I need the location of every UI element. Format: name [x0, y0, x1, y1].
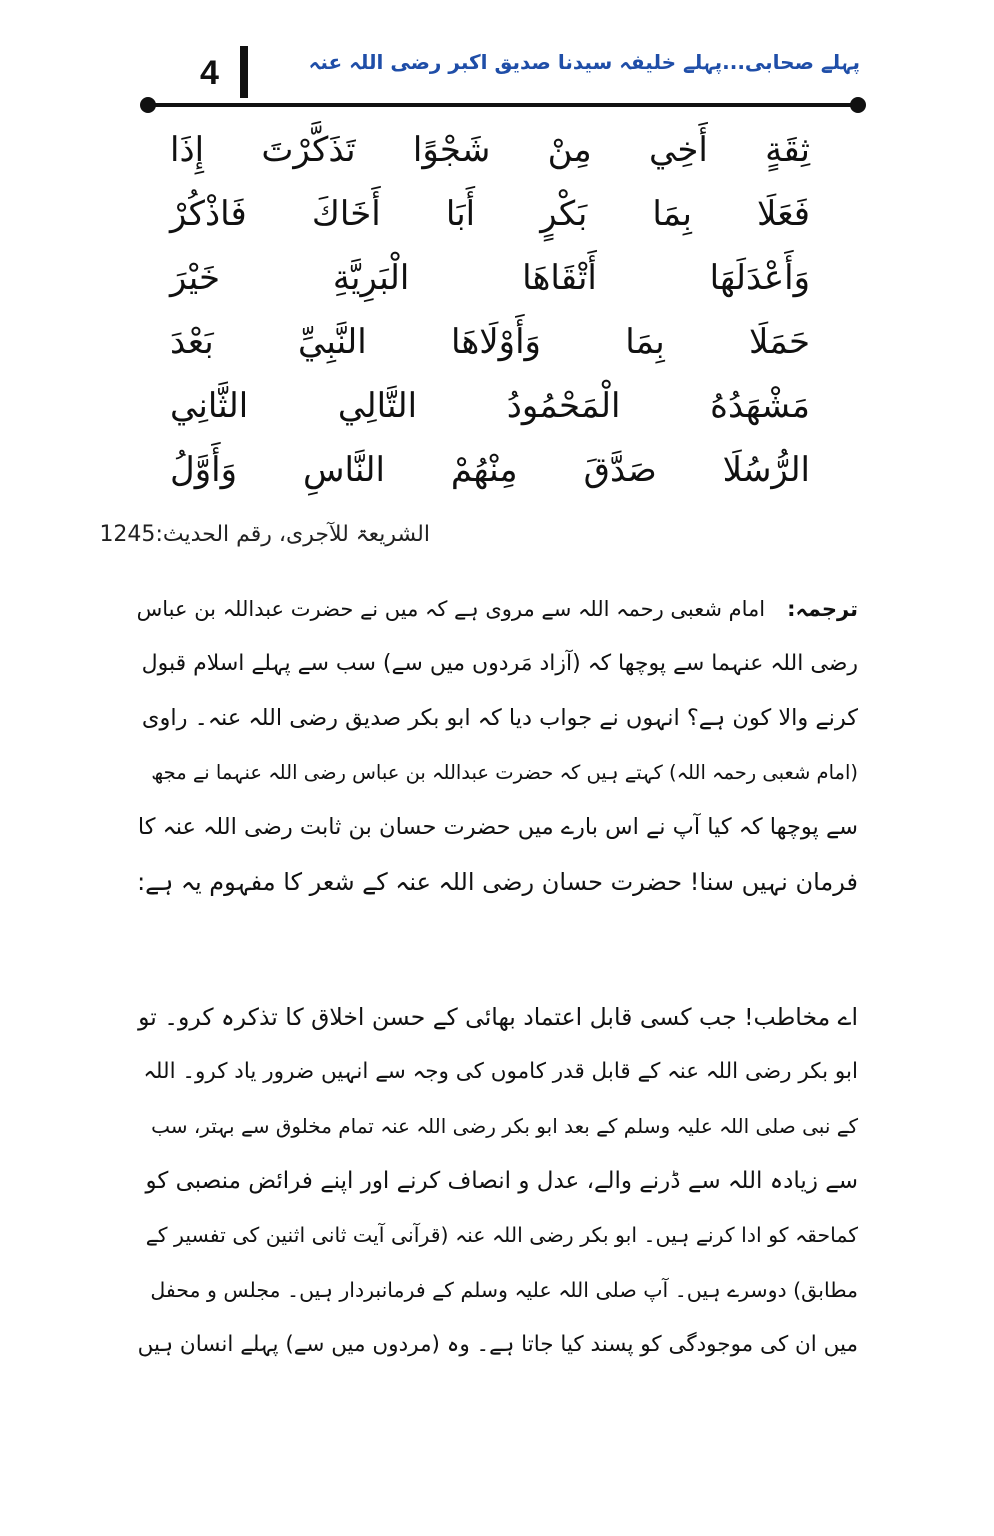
text-line [138, 582, 858, 637]
poem-word: وَأَوْلَاهَا [450, 322, 541, 362]
poem-word: وَأَعْدَلَهَا [709, 258, 810, 298]
text-line-content: ابو بکر رضی اللہ عنہ کے قابل قدر کاموں کی وجہ سے انہیں ضرور یاد کرو۔ اللہ [143, 1059, 858, 1085]
text-line-content: اے مخاطب! جب کسی قابل اعتماد بھائی کے حسن اخلاق کا تذکرہ کرو۔ تو [138, 1003, 858, 1032]
text-line [138, 1208, 858, 1263]
poem-word: بَكْرٍ [540, 194, 588, 234]
poem-word: النَّاسِ [302, 450, 385, 490]
text-line-content: سے پوچھا کہ کیا آپ نے اس بارے میں حضرت حسان بن ثابت رضی اللہ عنہ کا [137, 814, 858, 841]
running-title: پہلے صحابی...پہلے خلیفہ سیدنا صدیق اکبر رضی اللہ عنہ [308, 50, 860, 74]
poem-word: الرُّسُلَا [722, 450, 810, 490]
poem-word: حَمَلَا [749, 322, 810, 362]
text-line-content: فرمان نہیں سنا! حضرت حسان رضی اللہ عنہ کے شعر کا مفہوم یہ ہے: [137, 867, 858, 896]
text-line [138, 637, 858, 692]
poem-word: مِنْ [547, 130, 592, 170]
text-line-content: امام شعبی رحمہ اللہ سے مروی ہے کہ میں نے حضرت عبداللہ بن عباس [136, 597, 766, 622]
page-number-divider [240, 46, 248, 98]
hadith-reference: الشریعۃ للآجری، رقم الحدیث:1245 [99, 522, 430, 547]
text-line [138, 855, 858, 910]
poem-word: إِذَا [170, 130, 205, 170]
text-line [138, 1045, 858, 1100]
poem-line [170, 118, 810, 182]
poem-word: صَدَّقَ [583, 450, 657, 490]
poem-word: شَجْوًا [412, 130, 491, 170]
text-line-content: مطابق) دوسرے ہیں۔ آپ صلی اللہ علیہ وسلم کے فرمانبردار ہیں۔ مجلس و محفل [150, 1277, 858, 1302]
poem-meaning-paragraph [138, 990, 858, 1372]
poem-line [170, 182, 810, 246]
rule-end-dot-right [850, 97, 866, 113]
arabic-poem [170, 118, 810, 502]
poem-word: وَأَوَّلُ [170, 450, 238, 490]
text-line [138, 691, 858, 746]
translation-paragraph [138, 582, 858, 909]
text-line [138, 990, 858, 1045]
poem-word: خَيْرَ [170, 258, 221, 298]
translation-label: ترجمہ: [787, 597, 858, 622]
poem-line [170, 374, 810, 438]
text-line-content: رضی اللہ عنہما سے پوچھا کہ (آزاد مَردوں میں سے) سب سے پہلے اسلام قبول [141, 651, 858, 677]
poem-word: أَبَا [445, 194, 476, 234]
text-line [138, 1263, 858, 1318]
poem-word: مَشْهَدُهُ [710, 386, 810, 426]
poem-word: الْمَحْمُودُ [506, 386, 621, 426]
poem-line [170, 246, 810, 310]
text-line-content: میں ان کی موجودگی کو پسند کیا جاتا ہے۔ وہ (مردوں میں سے) پہلے انسان ہیں [137, 1331, 858, 1357]
header-rule [148, 103, 858, 107]
poem-word: فَعَلَا [757, 194, 810, 234]
text-line-content: سے زیادہ اللہ سے ڈرنے والے، عدل و انصاف کرنے اور اپنے فرائض منصبی کو [145, 1167, 858, 1194]
text-line-content: کماحقہ کو ادا کرنے ہیں۔ ابو بکر رضی اللہ عنہ (قرآنی آیت ثانی اثنین کی تفسیر کے [145, 1223, 858, 1248]
poem-word: بِمَا [625, 322, 665, 362]
page-header [140, 40, 860, 104]
poem-word: ثِقَةٍ [765, 130, 810, 170]
poem-word: أَخِي [649, 130, 708, 170]
poem-word: تَذَكَّرْتَ [261, 130, 356, 170]
poem-line [170, 438, 810, 502]
poem-word: مِنْهُمْ [450, 450, 518, 490]
poem-word: بِمَا [652, 194, 692, 234]
poem-word: فَاذْكُرْ [170, 194, 247, 234]
poem-word: الثَّانِي [170, 386, 249, 426]
poem-word: أَخَاكَ [311, 194, 381, 234]
text-line [138, 1099, 858, 1154]
poem-word: النَّبِيِّ [298, 322, 367, 362]
text-line [138, 1154, 858, 1209]
poem-word: بَعْدَ [170, 322, 214, 362]
poem-word: الْبَرِيَّةِ [332, 258, 410, 298]
poem-line [170, 310, 810, 374]
poem-word: التَّالِي [337, 386, 418, 426]
text-line-content: (امام شعبی رحمہ اللہ) کہتے ہیں کہ حضرت عبداللہ بن عباس رضی اللہ عنہما نے مجھ [151, 761, 858, 785]
text-line-content: کرنے والا کون ہے؟ انہوں نے جواب دیا کہ ابو بکر صدیق رضی اللہ عنہ۔ راوی [141, 705, 858, 732]
rule-end-dot-left [140, 97, 156, 113]
text-line [138, 800, 858, 855]
page-number: 4 [200, 54, 219, 92]
poem-word: أَتْقَاهَا [522, 258, 597, 298]
text-line [138, 746, 858, 801]
text-line [138, 1317, 858, 1372]
text-line-content: کے نبی صلی اللہ علیہ وسلم کے بعد ابو بکر رضی اللہ عنہ تمام مخلوق سے بہتر، سب [151, 1114, 858, 1139]
